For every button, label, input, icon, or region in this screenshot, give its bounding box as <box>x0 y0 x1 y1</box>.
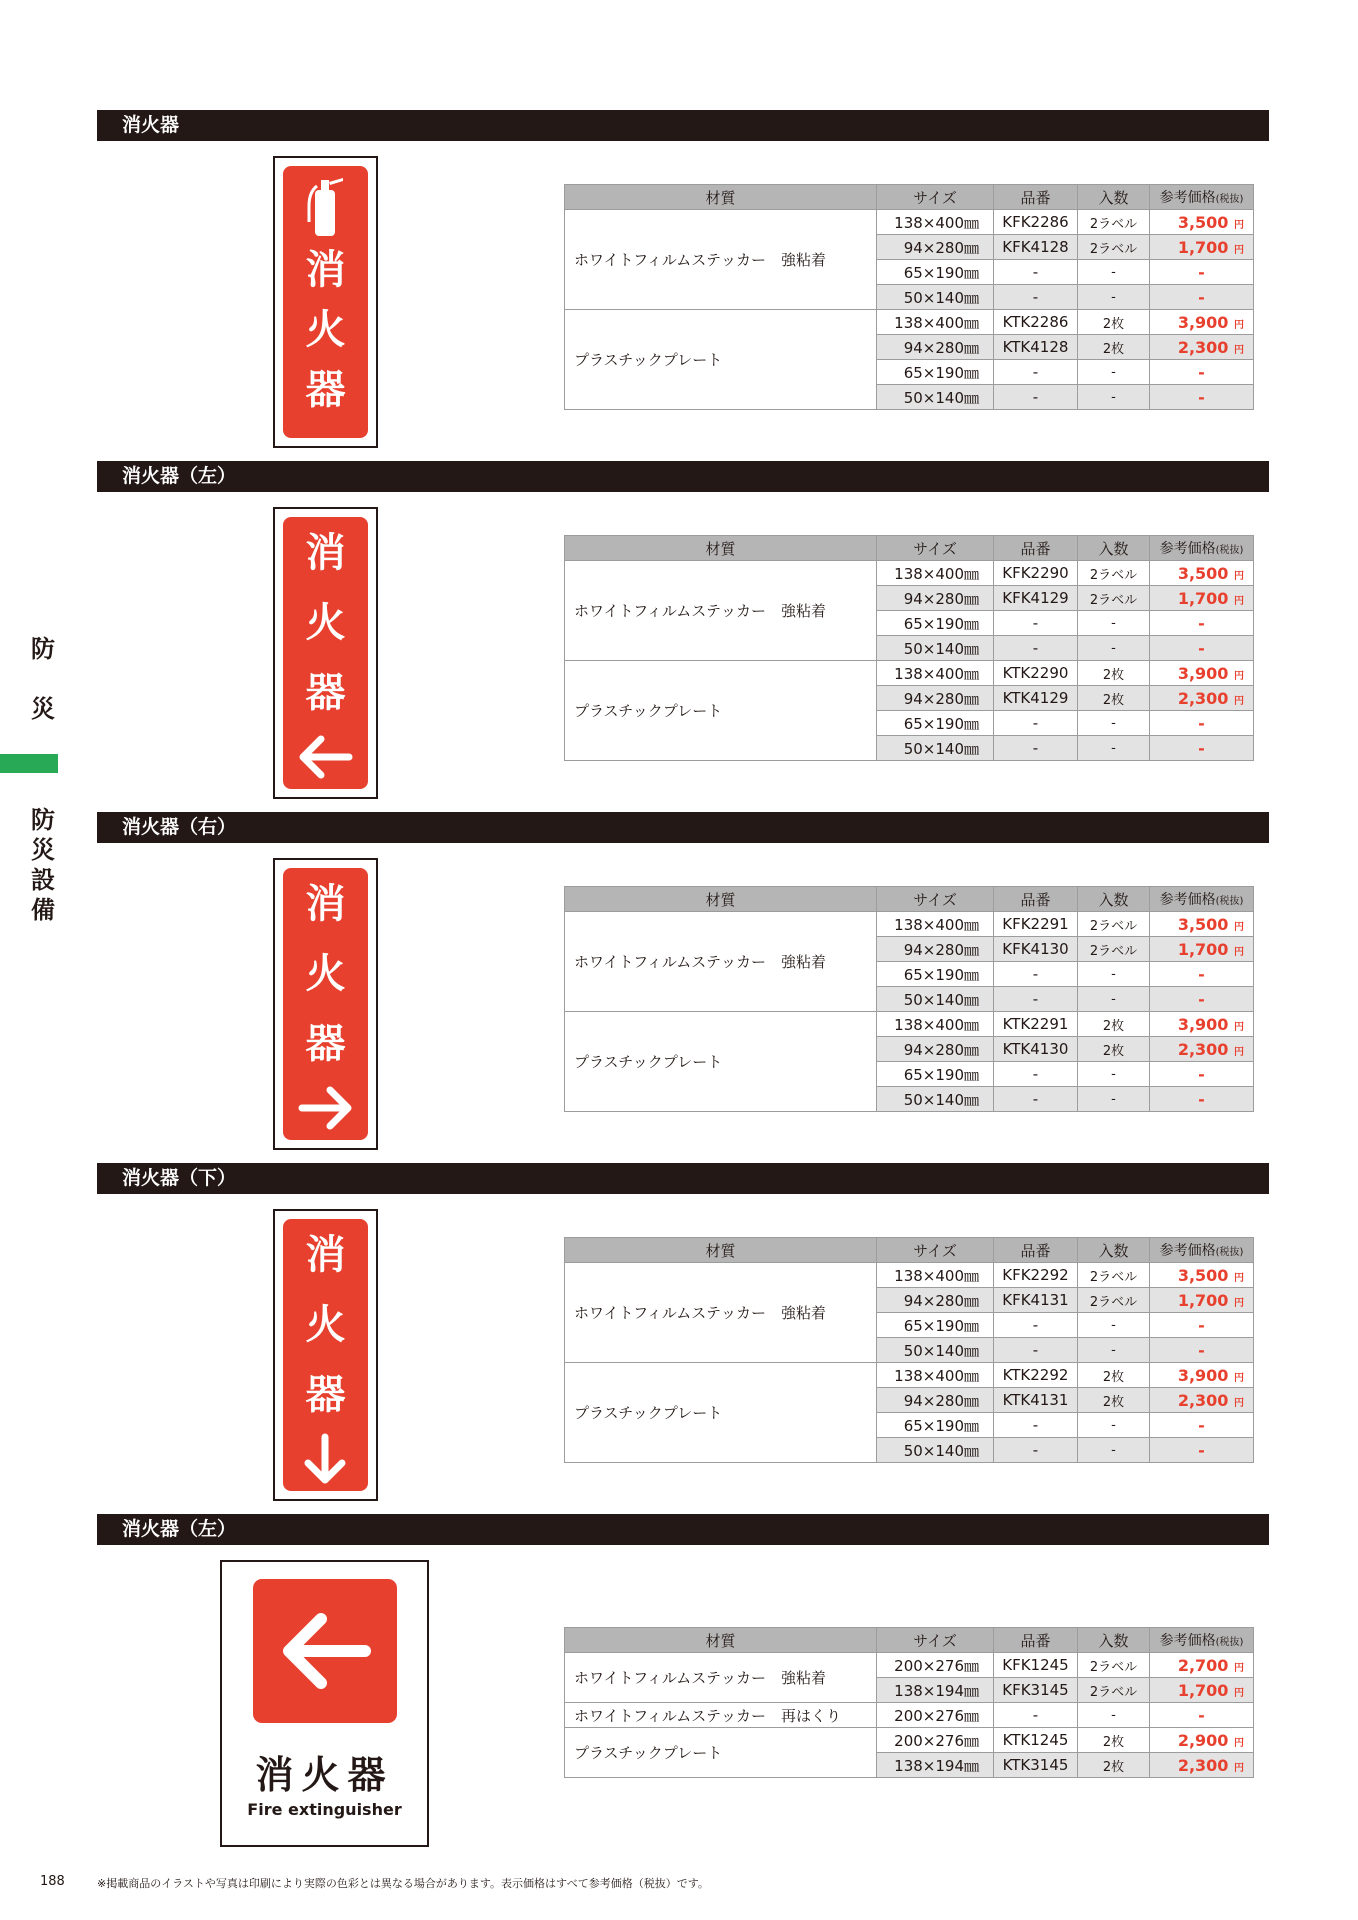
category-tab-marker <box>0 754 58 773</box>
price-cell: 3,900 円 <box>1150 661 1254 686</box>
sidebar-char: 防 <box>31 635 55 663</box>
header-qty: 入数 <box>1078 887 1150 912</box>
sign-char: 消 <box>305 881 346 927</box>
price-cell: 3,900 円 <box>1150 1363 1254 1388</box>
sidebar-char: 災 <box>31 836 55 864</box>
header-material: 材質 <box>565 1238 877 1263</box>
qty-cell: - <box>1078 360 1150 385</box>
size-cell: 200×276㎜ <box>877 1653 994 1678</box>
sidebar-category <box>28 634 58 724</box>
size-cell: 94×280㎜ <box>877 586 994 611</box>
size-cell: 138×194㎜ <box>877 1753 994 1778</box>
header-price: 参考価格(税抜) <box>1150 1238 1254 1263</box>
header-price: 参考価格(税抜) <box>1150 887 1254 912</box>
price-cell: 1,700 円 <box>1150 1678 1254 1703</box>
code-cell: KTK2292 <box>994 1363 1078 1388</box>
qty-cell: 2ラベル <box>1078 1678 1150 1703</box>
price-cell: - <box>1150 385 1254 410</box>
qty-cell: 2枚 <box>1078 1037 1150 1062</box>
code-cell: - <box>994 1062 1078 1087</box>
size-cell: 50×140㎜ <box>877 636 994 661</box>
sign-char: 火 <box>305 307 346 353</box>
header-price: 参考価格(税抜) <box>1150 1628 1254 1653</box>
sign-char: 器 <box>305 367 346 413</box>
material-cell: プラスチックプレート <box>565 661 877 761</box>
code-cell: KTK4131 <box>994 1388 1078 1413</box>
size-cell: 50×140㎜ <box>877 736 994 761</box>
sign-extinguisher-down <box>273 1209 378 1501</box>
code-cell: - <box>994 260 1078 285</box>
spec-table <box>564 535 1254 761</box>
size-cell: 50×140㎜ <box>877 1087 994 1112</box>
price-cell: - <box>1150 1703 1254 1728</box>
price-cell: 3,500 円 <box>1150 561 1254 586</box>
sign-char: 消 <box>305 530 346 576</box>
section-title: 消火器（右） <box>97 812 1269 843</box>
header-size: サイズ <box>877 536 994 561</box>
size-cell: 50×140㎜ <box>877 987 994 1012</box>
size-cell: 65×190㎜ <box>877 1313 994 1338</box>
sign-red-panel <box>253 1579 397 1723</box>
size-cell: 138×400㎜ <box>877 1012 994 1037</box>
arrow-down-icon <box>283 1431 368 1487</box>
code-cell: KTK3145 <box>994 1753 1078 1778</box>
sign-char: 器 <box>305 1021 346 1067</box>
qty-cell: 2ラベル <box>1078 1263 1150 1288</box>
qty-cell: 2ラベル <box>1078 586 1150 611</box>
sidebar-char: 災 <box>31 695 55 723</box>
material-cell: プラスチックプレート <box>565 1012 877 1112</box>
qty-cell: - <box>1078 636 1150 661</box>
code-cell: - <box>994 1438 1078 1463</box>
section-title: 消火器（左） <box>97 1514 1269 1545</box>
code-cell: - <box>994 1703 1078 1728</box>
qty-cell: - <box>1078 1338 1150 1363</box>
code-cell: KFK4128 <box>994 235 1078 260</box>
price-cell: 3,500 円 <box>1150 1263 1254 1288</box>
header-qty: 入数 <box>1078 1238 1150 1263</box>
price-cell: 1,700 円 <box>1150 1288 1254 1313</box>
size-cell: 138×400㎜ <box>877 1363 994 1388</box>
size-cell: 65×190㎜ <box>877 260 994 285</box>
code-cell: - <box>994 636 1078 661</box>
header-price: 参考価格(税抜) <box>1150 185 1254 210</box>
qty-cell: - <box>1078 987 1150 1012</box>
price-cell: 2,300 円 <box>1150 1037 1254 1062</box>
size-cell: 50×140㎜ <box>877 1338 994 1363</box>
qty-cell: 2枚 <box>1078 1363 1150 1388</box>
sign-char: 器 <box>305 670 346 716</box>
qty-cell: 2ラベル <box>1078 912 1150 937</box>
price-cell: - <box>1150 1062 1254 1087</box>
code-cell: KFK4131 <box>994 1288 1078 1313</box>
size-cell: 94×280㎜ <box>877 1388 994 1413</box>
code-cell: KTK4129 <box>994 686 1078 711</box>
material-cell: プラスチックプレート <box>565 1363 877 1463</box>
price-cell: - <box>1150 1313 1254 1338</box>
code-cell: KFK4130 <box>994 937 1078 962</box>
header-material: 材質 <box>565 536 877 561</box>
material-cell: ホワイトフィルムステッカー 強粘着 <box>565 210 877 310</box>
spec-table <box>564 886 1254 1112</box>
header-size: サイズ <box>877 1628 994 1653</box>
qty-cell: 2枚 <box>1078 686 1150 711</box>
qty-cell: 2枚 <box>1078 1728 1150 1753</box>
header-code: 品番 <box>994 185 1078 210</box>
size-cell: 65×190㎜ <box>877 611 994 636</box>
price-cell: 1,700 円 <box>1150 586 1254 611</box>
code-cell: KFK2290 <box>994 561 1078 586</box>
qty-cell: - <box>1078 260 1150 285</box>
header-size: サイズ <box>877 185 994 210</box>
price-cell: - <box>1150 611 1254 636</box>
sign-char: 消 <box>305 247 346 293</box>
code-cell: KTK4130 <box>994 1037 1078 1062</box>
code-cell: KFK2292 <box>994 1263 1078 1288</box>
qty-cell: - <box>1078 711 1150 736</box>
qty-cell: 2ラベル <box>1078 235 1150 260</box>
price-cell: - <box>1150 1087 1254 1112</box>
code-cell: - <box>994 711 1078 736</box>
qty-cell: - <box>1078 1703 1150 1728</box>
sign-char: 器 <box>305 1372 346 1418</box>
size-cell: 138×400㎜ <box>877 210 994 235</box>
code-cell: KTK2290 <box>994 661 1078 686</box>
price-cell: 1,700 円 <box>1150 235 1254 260</box>
footer-note: ※掲載商品のイラストや写真は印刷により実際の色彩とは異なる場合があります。表示価格はすべて参考価格（税抜）です。 <box>97 1877 709 1890</box>
size-cell: 138×400㎜ <box>877 912 994 937</box>
fire-extinguisher-icon <box>283 172 368 242</box>
qty-cell: 2ラベル <box>1078 210 1150 235</box>
header-qty: 入数 <box>1078 1628 1150 1653</box>
price-cell: 2,900 円 <box>1150 1728 1254 1753</box>
size-cell: 94×280㎜ <box>877 686 994 711</box>
price-cell: - <box>1150 636 1254 661</box>
code-cell: - <box>994 1338 1078 1363</box>
material-cell: ホワイトフィルムステッカー 強粘着 <box>565 1263 877 1363</box>
code-cell: - <box>994 962 1078 987</box>
price-cell: - <box>1150 711 1254 736</box>
qty-cell: 2枚 <box>1078 335 1150 360</box>
material-cell: ホワイトフィルムステッカー 強粘着 <box>565 912 877 1012</box>
material-cell: ホワイトフィルムステッカー 再はくり <box>565 1703 877 1728</box>
header-material: 材質 <box>565 1628 877 1653</box>
size-cell: 94×280㎜ <box>877 1037 994 1062</box>
code-cell: - <box>994 736 1078 761</box>
code-cell: KTK4128 <box>994 335 1078 360</box>
qty-cell: 2枚 <box>1078 661 1150 686</box>
size-cell: 94×280㎜ <box>877 937 994 962</box>
header-qty: 入数 <box>1078 536 1150 561</box>
size-cell: 50×140㎜ <box>877 285 994 310</box>
sign-english-label: Fire extinguisher <box>247 1800 402 1819</box>
size-cell: 138×194㎜ <box>877 1678 994 1703</box>
code-cell: - <box>994 285 1078 310</box>
qty-cell: 2枚 <box>1078 1388 1150 1413</box>
size-cell: 200×276㎜ <box>877 1703 994 1728</box>
arrow-left-icon <box>283 732 368 782</box>
sidebar-char: 備 <box>31 896 55 924</box>
price-cell: - <box>1150 1438 1254 1463</box>
size-cell: 200×276㎜ <box>877 1728 994 1753</box>
qty-cell: - <box>1078 1062 1150 1087</box>
header-material: 材質 <box>565 887 877 912</box>
sidebar-char: 設 <box>31 866 55 894</box>
code-cell: KFK1245 <box>994 1653 1078 1678</box>
section-title: 消火器 <box>97 110 1269 141</box>
section-title: 消火器（下） <box>97 1163 1269 1194</box>
code-cell: KFK4129 <box>994 586 1078 611</box>
qty-cell: 2ラベル <box>1078 1653 1150 1678</box>
code-cell: KTK2291 <box>994 1012 1078 1037</box>
sign-extinguisher-right <box>273 858 378 1150</box>
qty-cell: 2ラベル <box>1078 937 1150 962</box>
header-qty: 入数 <box>1078 185 1150 210</box>
sign-extinguisher-left <box>273 507 378 799</box>
code-cell: - <box>994 1413 1078 1438</box>
price-cell: 2,300 円 <box>1150 1753 1254 1778</box>
code-cell: KTK2286 <box>994 310 1078 335</box>
price-cell: 2,300 円 <box>1150 335 1254 360</box>
sign-japanese-label: 消火器 <box>255 1753 394 1797</box>
price-cell: - <box>1150 962 1254 987</box>
sidebar-char: 防 <box>31 806 55 834</box>
header-code: 品番 <box>994 1238 1078 1263</box>
section-title: 消火器（左） <box>97 461 1269 492</box>
sign-char: 消 <box>305 1232 346 1278</box>
sign-char: 火 <box>305 951 346 997</box>
price-cell: 2,300 円 <box>1150 1388 1254 1413</box>
qty-cell: - <box>1078 385 1150 410</box>
qty-cell: - <box>1078 736 1150 761</box>
material-cell: ホワイトフィルムステッカー 強粘着 <box>565 1653 877 1703</box>
material-cell: ホワイトフィルムステッカー 強粘着 <box>565 561 877 661</box>
price-cell: 1,700 円 <box>1150 937 1254 962</box>
qty-cell: - <box>1078 1438 1150 1463</box>
price-cell: 2,700 円 <box>1150 1653 1254 1678</box>
code-cell: - <box>994 1087 1078 1112</box>
price-cell: - <box>1150 987 1254 1012</box>
code-cell: - <box>994 987 1078 1012</box>
qty-cell: - <box>1078 1087 1150 1112</box>
size-cell: 65×190㎜ <box>877 360 994 385</box>
size-cell: 50×140㎜ <box>877 1438 994 1463</box>
material-cell: プラスチックプレート <box>565 1728 877 1778</box>
header-code: 品番 <box>994 887 1078 912</box>
arrow-left-icon <box>253 1579 397 1723</box>
qty-cell: - <box>1078 611 1150 636</box>
price-cell: - <box>1150 736 1254 761</box>
price-cell: 3,500 円 <box>1150 912 1254 937</box>
header-material: 材質 <box>565 185 877 210</box>
size-cell: 138×400㎜ <box>877 661 994 686</box>
qty-cell: - <box>1078 1313 1150 1338</box>
qty-cell: - <box>1078 285 1150 310</box>
spec-table <box>564 1237 1254 1463</box>
code-cell: KTK1245 <box>994 1728 1078 1753</box>
header-code: 品番 <box>994 536 1078 561</box>
sign-char: 火 <box>305 600 346 646</box>
sign-extinguisher-large <box>220 1560 429 1847</box>
header-code: 品番 <box>994 1628 1078 1653</box>
size-cell: 65×190㎜ <box>877 1413 994 1438</box>
size-cell: 94×280㎜ <box>877 235 994 260</box>
code-cell: - <box>994 385 1078 410</box>
code-cell: KFK3145 <box>994 1678 1078 1703</box>
qty-cell: 2枚 <box>1078 1012 1150 1037</box>
sign-extinguisher <box>273 156 378 448</box>
spec-table <box>564 1627 1254 1778</box>
qty-cell: - <box>1078 962 1150 987</box>
qty-cell: - <box>1078 1413 1150 1438</box>
price-cell: 3,900 円 <box>1150 310 1254 335</box>
price-cell: - <box>1150 285 1254 310</box>
header-size: サイズ <box>877 1238 994 1263</box>
sign-char: 火 <box>305 1302 346 1348</box>
spec-table <box>564 184 1254 410</box>
qty-cell: 2ラベル <box>1078 561 1150 586</box>
header-price: 参考価格(税抜) <box>1150 536 1254 561</box>
page-number: 188 <box>40 1874 65 1889</box>
price-cell: 3,900 円 <box>1150 1012 1254 1037</box>
size-cell: 138×400㎜ <box>877 310 994 335</box>
sidebar-subcategory <box>28 805 58 925</box>
price-cell: - <box>1150 260 1254 285</box>
code-cell: KFK2286 <box>994 210 1078 235</box>
code-cell: KFK2291 <box>994 912 1078 937</box>
price-cell: - <box>1150 360 1254 385</box>
size-cell: 138×400㎜ <box>877 1263 994 1288</box>
size-cell: 138×400㎜ <box>877 561 994 586</box>
size-cell: 65×190㎜ <box>877 1062 994 1087</box>
size-cell: 65×190㎜ <box>877 711 994 736</box>
qty-cell: 2ラベル <box>1078 1288 1150 1313</box>
price-cell: - <box>1150 1338 1254 1363</box>
code-cell: - <box>994 360 1078 385</box>
size-cell: 50×140㎜ <box>877 385 994 410</box>
size-cell: 94×280㎜ <box>877 1288 994 1313</box>
header-size: サイズ <box>877 887 994 912</box>
price-cell: 2,300 円 <box>1150 686 1254 711</box>
arrow-right-icon <box>283 1083 368 1133</box>
price-cell: - <box>1150 1413 1254 1438</box>
code-cell: - <box>994 1313 1078 1338</box>
size-cell: 65×190㎜ <box>877 962 994 987</box>
code-cell: - <box>994 611 1078 636</box>
size-cell: 94×280㎜ <box>877 335 994 360</box>
material-cell: プラスチックプレート <box>565 310 877 410</box>
qty-cell: 2枚 <box>1078 1753 1150 1778</box>
price-cell: 3,500 円 <box>1150 210 1254 235</box>
qty-cell: 2枚 <box>1078 310 1150 335</box>
